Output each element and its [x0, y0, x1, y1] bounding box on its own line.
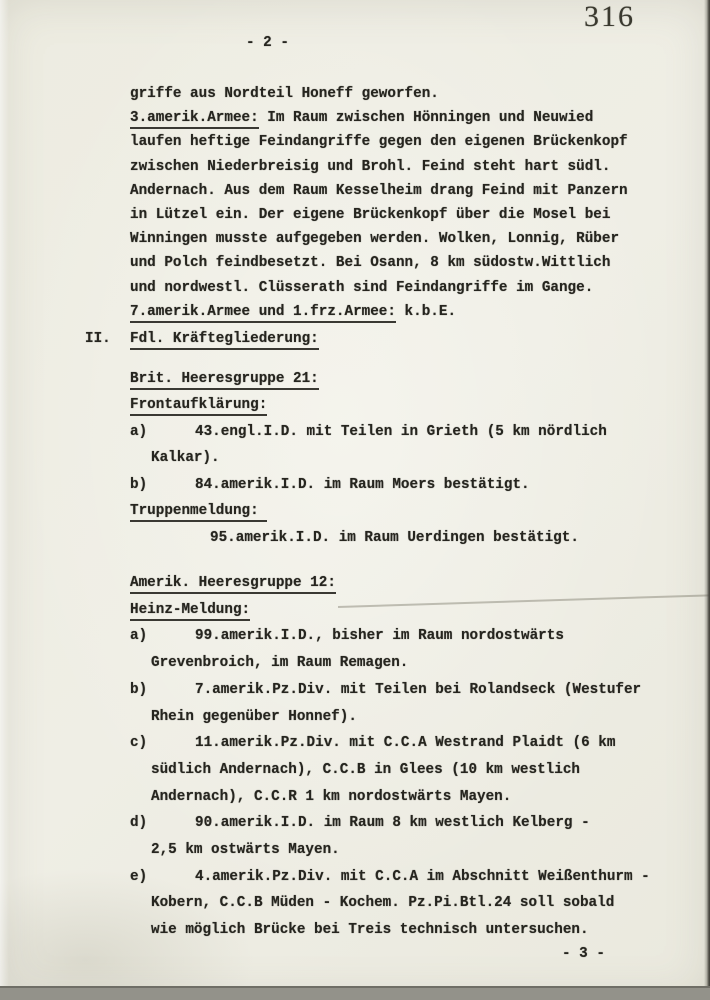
line-label: d): [130, 815, 148, 832]
document-line: [130, 623, 675, 650]
text-segment: Im Raum zwischen Hönningen und Neuwied: [258, 110, 594, 127]
document-line: [130, 106, 675, 130]
document-line: [130, 227, 675, 251]
document-line: [85, 326, 675, 353]
text-segment: Winningen musste aufgegeben werden. Wolken, Lonnig, Rüber: [130, 231, 620, 248]
document-line: [130, 837, 675, 864]
document-line: [130, 890, 675, 917]
text-segment: südlich Andernach), C.C.B in Glees (10 km westlich: [151, 761, 580, 778]
document-line: [130, 498, 675, 525]
text-segment: Rhein gegenüber Honnef).: [151, 708, 357, 725]
document-line: [130, 179, 675, 203]
document-line: [130, 472, 675, 499]
block-continuation: [130, 82, 675, 324]
document-line: [130, 784, 675, 811]
line-label: b): [130, 476, 148, 493]
text-segment: griffe aus Nordteil Honeff geworfen.: [130, 86, 439, 102]
text-segment: Kobern, C.C.B Müden - Kochem. Pz.Pi.Btl.24 soll sobald: [151, 895, 615, 912]
document-line: [130, 570, 675, 597]
text-segment: Grevenbroich, im Raum Remagen.: [151, 655, 409, 672]
document-line: [130, 155, 675, 179]
text-segment: 11.amerik.Pz.Div. mit C.C.A Westrand Plaidt (6 km: [195, 735, 616, 752]
document-line: [130, 810, 675, 837]
document-line: [130, 392, 675, 419]
underlined-text: Frontaufklärung:: [130, 397, 267, 416]
text-segment: laufen heftige Feindangriffe gegen den eigenen Brückenkopf: [130, 134, 628, 151]
underlined-text: Brit. Heeresgruppe 21:: [130, 371, 319, 390]
document-line: [130, 130, 675, 154]
text-segment: Andernach. Aus dem Raum Kesselheim drang Feind mit Panzern: [130, 182, 628, 199]
underlined-text: Truppenmeldung:: [130, 503, 267, 522]
text-segment: wie möglich Brücke bei Treis technisch untersuchen.: [151, 922, 589, 939]
document-line: [130, 650, 675, 677]
archive-page-stamp: 316: [584, 0, 635, 33]
underlined-text: Amerik. Heeresgruppe 12:: [130, 575, 336, 594]
line-label: e): [130, 868, 148, 885]
document-line: [130, 251, 675, 275]
line-label: a): [130, 423, 148, 440]
text-segment: 2,5 km ostwärts Mayen.: [151, 842, 340, 859]
line-label: c): [130, 735, 148, 752]
underlined-text: 7.amerik.Armee und 1.frz.Armee:: [130, 304, 396, 323]
text-segment: Kalkar).: [151, 450, 220, 466]
right-scan-edge: [704, 0, 710, 1000]
block-army-group-12: [130, 570, 675, 944]
document-line: [130, 82, 675, 106]
text-segment: 84.amerik.I.D. im Raum Moers bestätigt.: [195, 476, 530, 493]
text-segment: 99.amerik.I.D., bisher im Raum nordostwärts: [195, 628, 564, 645]
page-footer-number: - 3 -: [562, 946, 605, 962]
line-label: b): [130, 681, 148, 698]
document-line: [130, 300, 675, 324]
text-segment: 43.engl.I.D. mit Teilen in Grieth (5 km nördlich: [195, 423, 607, 440]
text-segment: k.b.E.: [395, 303, 457, 320]
bottom-scan-edge: [0, 986, 710, 1000]
text-segment: zwischen Niederbreisig und Brohl. Feind steht hart südl.: [130, 158, 611, 175]
document-line: [130, 445, 675, 472]
document-line: [130, 757, 675, 784]
underlined-text: Fdl. Kräftegliederung:: [130, 331, 319, 350]
line-label: a): [130, 628, 148, 645]
document-line: [130, 730, 675, 757]
underlined-text: 3.amerik.Armee:: [130, 110, 259, 129]
block-enemy-forces: [85, 326, 675, 551]
text-segment: 4.amerik.Pz.Div. mit C.C.A im Abschnitt Weißenthurm -: [195, 868, 650, 885]
text-segment: Andernach), C.C.R 1 km nordostwärts Mayen.: [151, 788, 512, 805]
text-segment: und nordwestl. Clüsserath sind Feindangriffe im Gange.: [130, 279, 594, 296]
text-segment: in Lützel ein. Der eigene Brückenkopf über die Mosel bei: [130, 207, 611, 224]
document-line: [130, 704, 675, 731]
document-line: [130, 366, 675, 393]
document-line: [130, 276, 675, 300]
text-segment: und Polch feindbesetzt. Bei Osann, 8 km südostw.Wittlich: [130, 255, 611, 272]
text-segment: 90.amerik.I.D. im Raum 8 km westlich Kelberg -: [195, 815, 590, 832]
underlined-text: Heinz-Meldung:: [130, 602, 250, 621]
document-line: [130, 203, 675, 227]
text-segment: 7.amerik.Pz.Div. mit Teilen bei Rolandseck (Westufer: [195, 681, 642, 698]
document-line: [130, 677, 675, 704]
document-line: [130, 917, 675, 944]
document-line: [130, 525, 675, 552]
page-header-number: - 2 -: [246, 35, 289, 51]
document-line: [130, 597, 675, 624]
text-segment: 95.amerik.I.D. im Raum Uerdingen bestätigt.: [210, 529, 579, 546]
document-line: [130, 864, 675, 891]
line-label: II.: [85, 331, 111, 347]
left-paper-edge: [0, 0, 10, 1000]
document-line: [130, 419, 675, 446]
